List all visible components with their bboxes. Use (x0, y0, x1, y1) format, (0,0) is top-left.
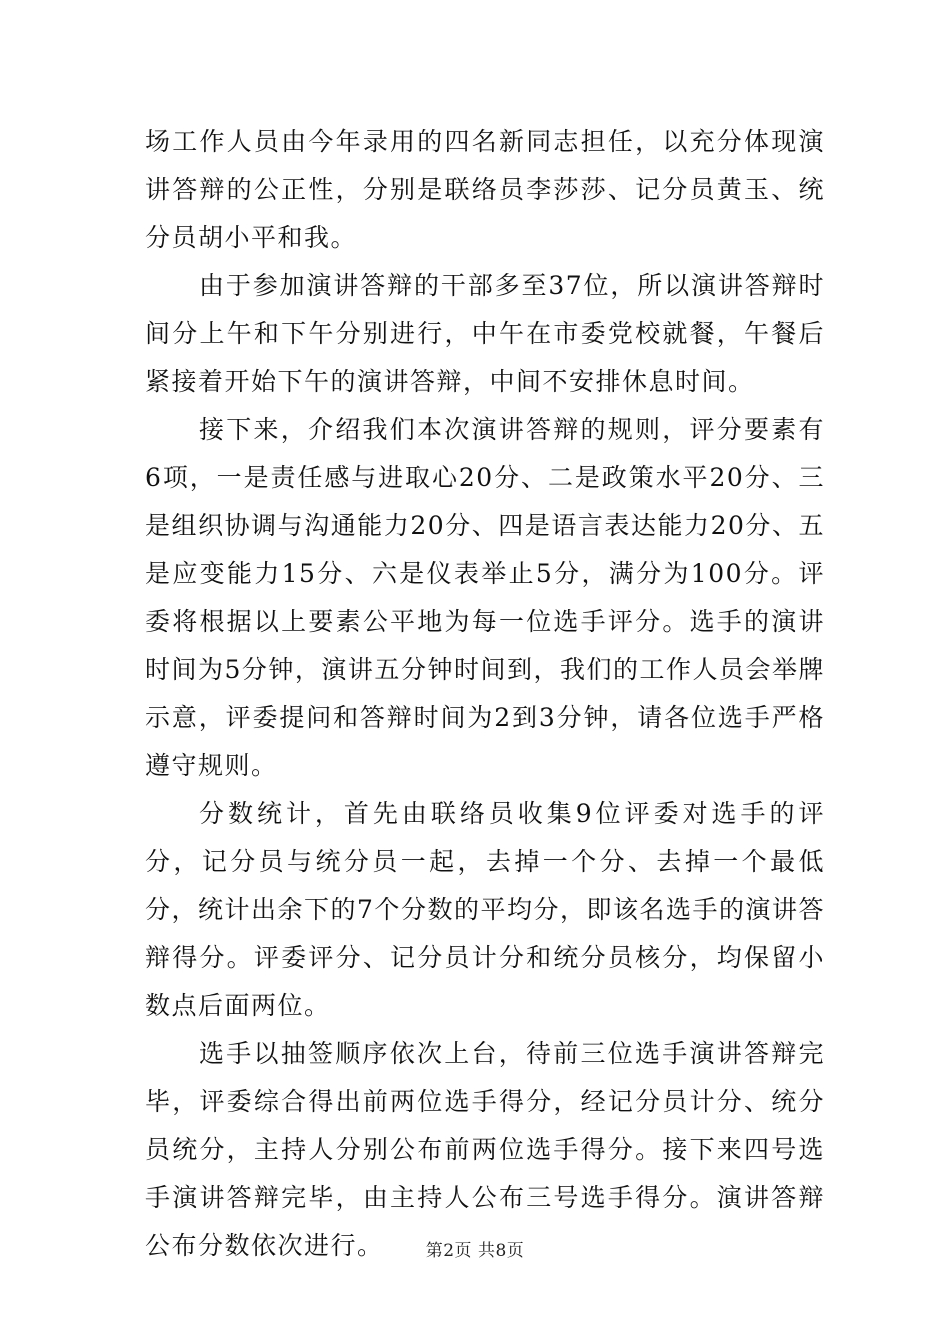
paragraph-rules: 接下来，介绍我们本次演讲答辩的规则，评分要素有6项，一是责任感与进取心20分、二是政策水平20分、三是组织协调与沟通能力20分、四是语言表达能力20分、五是应变能力15分、六是仪表举止5分，满分为100分。评委将根据以上要素公平地为每一位选手评分。选手的演讲时间为5分钟，演讲五分钟时间到，我们的工作人员会举牌示意，评委提问和答辩时间为2到3分钟，请各位选手严格遵守规则。 (145, 415, 825, 780)
paragraph-order: 选手以抽签顺序依次上台，待前三位选手演讲答辩完毕，评委综合得出前两位选手得分，经记分员计分、统分员统分，主持人分别公布前两位选手得分。接下来四号选手演讲答辩完毕，由主持人公布三号选手得分。演讲答辩公布分数依次进行。 (145, 1039, 825, 1260)
paragraph-scoring: 分数统计，首先由联络员收集9位评委对选手的评分，记分员与统分员一起，去掉一个分、去掉一个最低分，统计出余下的7个分数的平均分，即该名选手的演讲答辩得分。评委评分、记分员计分和统分员核分，均保留小数点后面两位。 (145, 799, 825, 1020)
paragraph-continuation: 场工作人员由今年录用的四名新同志担任，以充分体现演讲答辩的公正性，分别是联络员李莎莎、记分员黄玉、统分员胡小平和我。 (145, 127, 825, 252)
page-footer: 第2页 共8页 (425, 1241, 525, 1261)
paragraph-schedule: 由于参加演讲答辩的干部多至37位，所以演讲答辩时间分上午和下午分别进行，中午在市委党校就餐，午餐后紧接着开始下午的演讲答辩，中间不安排休息时间。 (145, 271, 825, 396)
document-body (145, 118, 825, 1270)
